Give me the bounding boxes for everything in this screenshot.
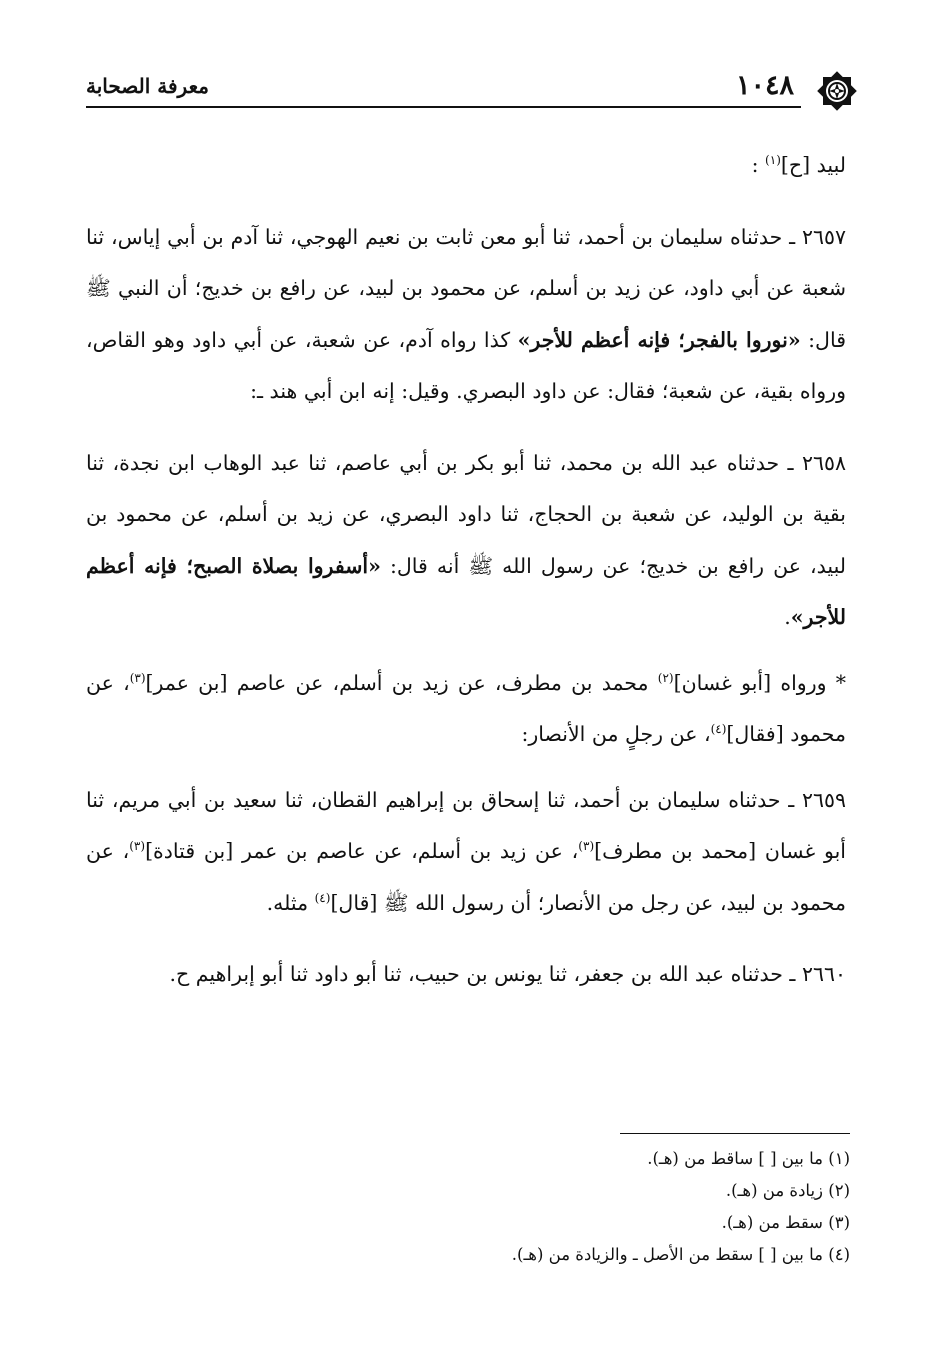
footnote-4: (٤) ما بين [ ] سقط من الأصل ـ والزيادة من (هـ).: [511, 1245, 850, 1264]
footnote-1: (١) ما بين [ ] ساقط من (هـ).: [647, 1149, 850, 1168]
hadith-2659: ٢٦٥٩ ـ حدثناه سليمان بن أحمد، ثنا إسحاق بن إبراهيم القطان، ثنا سعيد بن أبي مريم، ثنا أبو غسان [محمد بن مطرف]$^{(٣)}$، عن زيد بن أسلم، عن عاصم بن عمر [بن قتادة]$^{(٣)}$، عن محمود بن لبيد، عن رجل من الأنصار؛ أن رسول الله ﷺ [قال]$^{(٤)}$ مثله.: [86, 787, 846, 915]
running-title: معرفة الصحابة: [86, 74, 209, 98]
header-rule: [86, 106, 801, 108]
main-text: [86, 140, 846, 1001]
hadith-quote: «نوروا بالفجر؛ فإنه أعظم للأجر»: [517, 327, 801, 352]
section-heading: لبيد [ح]$^{(١)}$ :: [751, 153, 846, 177]
footnote-3: (٣) سقط من (هـ).: [721, 1213, 850, 1232]
hadith-quote: «أسفروا بصلاة الصبح؛ فإنه أعظم للأجر»: [86, 553, 846, 629]
hadith-2658: ٢٦٥٨ ـ حدثناه عبد الله بن محمد، ثنا أبو بكر بن أبي عاصم، ثنا عبد الوهاب ابن نجدة، ثنا بقية بن الوليد، عن شعبة بن الحجاج، ثنا داود البصري، عن زيد بن أسلم، عن محمود بن لبيد، عن رافع بن خديج؛ عن رسول الله ﷺ أنه قال: «أسفروا بصلاة الصبح؛ فإنه أعظم للأجر».: [86, 450, 847, 629]
hadith-2660: ٢٦٦٠ ـ حدثناه عبد الله بن جعفر، ثنا يونس بن حبيب، ثنا أبو داود ثنا أبو إبراهيم ح.: [169, 962, 846, 986]
page-header: [86, 70, 856, 104]
footnote-ref: (٣): [129, 839, 146, 854]
footnotes: [380, 1143, 850, 1271]
footnote-ref: (١): [765, 153, 781, 168]
narration-note: * ورواه [أبو غسان]$^{(٢)}$ محمد بن مطرف، عن زيد بن أسلم، عن عاصم [بن عمر]$^{(٣)}$، عن محمود [فقال]$^{(٤)}$، عن رجلٍ من الأنصار:: [86, 670, 846, 746]
footnote-ref: (٤): [710, 722, 727, 737]
footnote-ref: (٣): [129, 670, 146, 685]
footnote-rule: [620, 1133, 850, 1134]
footnote-ref: (٤): [314, 890, 331, 905]
page-number: ١٠٤٨: [735, 70, 794, 101]
footnote-ref: (٣): [578, 839, 595, 854]
footnote-ref: (٢): [657, 670, 674, 685]
ornament-icon: [812, 66, 862, 116]
hadith-2657: ٢٦٥٧ ـ حدثناه سليمان بن أحمد، ثنا أبو معن ثابت بن نعيم الهوجي، ثنا آدم بن أبي إياس، ثنا شعبة عن أبي داود، عن زيد بن أسلم، عن محمود بن لبيد، عن رافع بن خديج؛ أن النبي ﷺ قال: «نوروا بالفجر؛ فإنه أعظم للأجر» كذا رواه آدم، عن شعبة، عن أبي داود وهو القاص، ورواه بقية، عن شعبة؛ فقال: عن داود البصري. وقيل: إنه ابن أبي هند ـ:: [86, 224, 846, 403]
footnote-2: (٢) زيادة من (هـ).: [725, 1181, 850, 1200]
